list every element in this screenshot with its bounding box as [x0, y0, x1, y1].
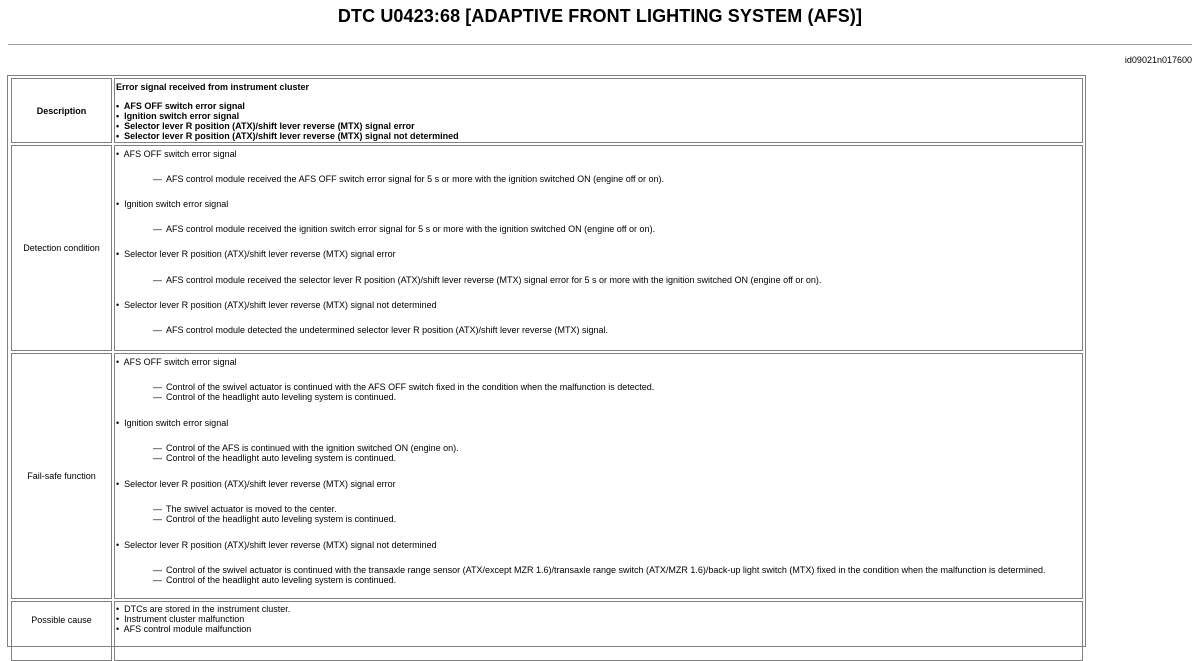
list-item: • Selector lever R position (ATX)/shift lever reverse (MTX) signal not determined	[116, 131, 459, 141]
list-item: • Selector lever R position (ATX)/shift lever reverse (MTX) signal error	[116, 479, 396, 489]
detail-item: — AFS control module received the AFS OFF switch error signal for 5 s or more with the ignition switched ON (engine off or on).	[153, 174, 665, 184]
title-divider	[8, 44, 1192, 45]
detection-label: Detection condition	[11, 145, 112, 351]
detail-item: — AFS control module detected the undetermined selector lever R position (ATX)/shift lever reverse (MTX) signal.	[153, 325, 609, 335]
list-item: • DTCs are stored in the instrument cluster.	[116, 604, 291, 614]
cause-content	[114, 601, 1083, 661]
detail-item: — Control of the headlight auto leveling system is continued.	[153, 453, 397, 463]
detection-row	[11, 145, 1083, 351]
list-item: • Selector lever R position (ATX)/shift lever reverse (MTX) signal error	[116, 121, 415, 131]
list-item: • Selector lever R position (ATX)/shift lever reverse (MTX) signal error	[116, 249, 396, 259]
description-label: Description	[11, 78, 112, 143]
cause-row	[11, 601, 1083, 661]
list-item: • Ignition switch error signal	[116, 111, 240, 121]
detail-item: — AFS control module received the ignition switch error signal for 5 s or more with the ignition switched ON (engine off or on).	[153, 224, 656, 234]
page-title: DTC U0423:68 [ADAPTIVE FRONT LIGHTING SYSTEM (AFS)]	[337, 6, 863, 26]
failsafe-label: Fail-safe function	[11, 353, 112, 599]
document-id: id09021n017600	[1124, 55, 1192, 65]
dtc-table	[7, 75, 1086, 647]
description-content	[114, 78, 1083, 143]
detection-content	[114, 145, 1083, 351]
list-item: • Ignition switch error signal	[116, 199, 229, 209]
list-item: • AFS OFF switch error signal	[116, 101, 245, 111]
detail-item: — Control of the swivel actuator is continued with the AFS OFF switch fixed in the condition when the malfunction is detected.	[153, 382, 655, 392]
list-item: • Selector lever R position (ATX)/shift lever reverse (MTX) signal not determined	[116, 540, 437, 550]
detail-item: — The swivel actuator is moved to the center.	[153, 504, 337, 514]
list-item: • AFS OFF switch error signal	[116, 357, 237, 367]
list-item: • Selector lever R position (ATX)/shift lever reverse (MTX) signal not determined	[116, 300, 437, 310]
failsafe-row	[11, 353, 1083, 599]
detail-item: — Control of the headlight auto leveling system is continued.	[153, 575, 397, 585]
description-heading: Error signal received from instrument cluster	[116, 82, 310, 92]
detail-item: — Control of the swivel actuator is continued with the transaxle range sensor (ATX/except MZR 1.6)/transaxle range switch (ATX/MZR 1.6)/back-up light switch (MTX) fixed in the condition when the malfunction is determined.	[153, 565, 1046, 575]
cause-label: Possible cause	[11, 601, 112, 661]
detail-item: — Control of the AFS is continued with the ignition switched ON (engine on).	[153, 443, 459, 453]
list-item: • Ignition switch error signal	[116, 418, 229, 428]
list-item: • AFS OFF switch error signal	[116, 149, 237, 159]
list-item: • Instrument cluster malfunction	[116, 614, 245, 624]
description-row	[11, 78, 1083, 143]
failsafe-content	[114, 353, 1083, 599]
detail-item: — Control of the headlight auto leveling system is continued.	[153, 514, 397, 524]
detail-item: — AFS control module received the selector lever R position (ATX)/shift lever reverse (MTX) signal error for 5 s or more with the ignition switched ON (engine off or on).	[153, 275, 822, 285]
detail-item: — Control of the headlight auto leveling system is continued.	[153, 392, 397, 402]
list-item: • AFS control module malfunction	[116, 624, 252, 634]
